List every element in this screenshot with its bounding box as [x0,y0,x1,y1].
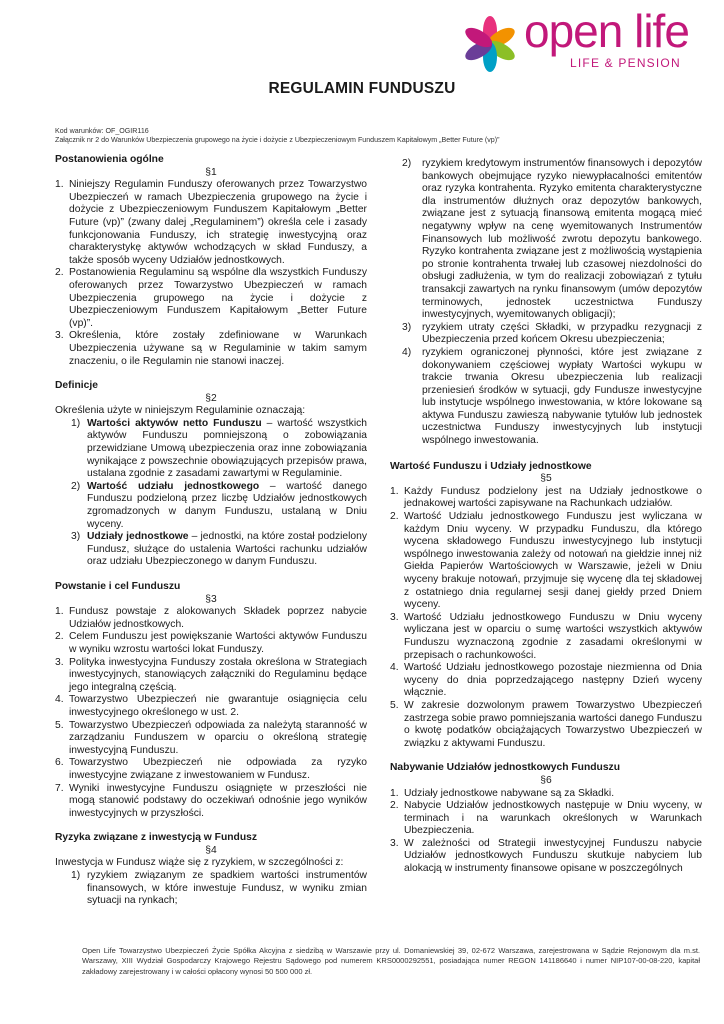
list-item-text: ryzykiem kredytowym instrumentów finansowych i depozytów bankowych obejmujące ryzyko niewypłacalności emitentów oraz ryzyka kontrahenta. Ryzyko emitenta charakterystyczne dla instrumentów dłużnych oraz depozytów bankowych, związane jest z sytuacją finansową emitenta mogącą mieć negatywny wpływ na cenę wyemitowanych Instrumentów Finansowych lub możliwość zwrotu depozytu bankowego. Ryzyko kontrahenta związane jest z możliwością wystąpienia po stronie kontrahenta trwałej lub czasowej niezdolności do obsługi zadłużenia, w tym do realizacji zobowiązań z tytułu transakcji zawartych na rynku finansowym (umów depozytów terminowych, jednostek uczestnictwa Funduszy inwestycyjnych, wyemitowanych obligacji); [422,158,702,321]
list-item [55,694,367,719]
paragraph-sign: §2 [205,392,217,404]
list-item-number: 1. [390,787,399,799]
list-item [390,700,702,750]
list-item-text: Określenia, które zostały zdefiniowane w Warunkach Ubezpieczenia używane są w Regulaminie w takim samym znaczeniu, o ile Regulamin nie stanowi inaczej. [69,330,367,367]
list-item [55,179,367,267]
list-item-number: 3) [402,321,412,333]
list-item-number: 7. [55,782,64,794]
list-item [390,662,702,700]
section-heading: Ryzyka związane z inwestycją w Fundusz [55,832,257,844]
list-item-text: Niniejszy Regulamin Funduszy oferowanych przez Towarzystwo Ubezpieczeń w ramach Ubezpieczenia grupowego na życie i dożycie z Ubezpieczeniowym Funduszem Kapitałowym „Better Future (vp)” (zwany dalej „Regulaminem”) określa cele i zasady funkcjonowania Funduszy, ich strategię inwestycyjną oraz charakterystykę aktywów wchodzących w skład Funduszy, a także sposób wyceny Udziałów jednostkowych. [69,179,367,266]
list-item-number: 1. [55,606,64,618]
list-item-number: 4) [402,346,412,358]
list [55,179,367,368]
list-item [390,158,702,322]
code-line-2: Załącznik nr 2 do Warunków Ubezpieczenia grupowego na życie i dożycie z Ubezpieczeniowym Funduszem Kapitałowym „Better Future (vp)” [55,136,500,144]
logo-tagline: LIFE & PENSION [570,56,681,70]
list-item-text: Celem Funduszu jest powiększanie Wartości aktywów Funduszu w wyniku wzrostu wartości lokat Funduszy. [69,631,367,655]
list-item-text: W zakresie dozwolonym prawem Towarzystwo Ubezpieczeń zastrzega sobie prawo pomniejszania wartości danego Funduszu o kwotę podatków obciążających Towarzystwo Ubezpieczeń w związku z aktywami Funduszu. [404,699,702,749]
list [55,606,367,820]
list-item-text: Fundusz powstaje z alokowanych Składek poprzez nabycie Udziałów jednostkowych. [69,606,367,630]
list-item-number: 3. [55,656,64,668]
list-item-text: Udziały jednostkowe nabywane są za Składki. [404,787,615,799]
list [390,788,702,876]
list-item-number: 2) [402,158,412,169]
list-item-number: 1) [71,870,81,882]
list-item-number: 2. [390,800,399,812]
list-item [390,322,702,347]
paragraph-sign: §4 [205,844,217,856]
list-item-number: 3) [71,531,81,543]
intro-text: Inwestycja w Fundusz wiąże się z ryzykiem, w szczególności z: [55,857,344,869]
right-column [390,158,702,876]
footer-legal-text: Open Life Towarzystwo Ubezpieczeń Życie Spółka Akcyjna z siedzibą w Warszawie przy ul. Domaniewskiej 39, 02-672 Warszawa, zarejestrowana w Sądzie Rejonowym dla m.st. Warszawy, XIII Wydział Gospodarczy Krajowego Rejestru Sądowego pod numerem KRS0000292551, posiadająca numer REGON 141186640 i numer NIP107-00-08-220, kapitał zakładowy zarejestrowany i w całości opłacony wynosi 50 500 000 zł. [82,946,700,976]
list-item [55,657,367,695]
list-item [55,531,367,569]
list-item [390,511,702,612]
list-item-text: Towarzystwo Ubezpieczeń odpowiada za należytą staranność w zarządzaniu Funduszem w oparciu o określoną strategię inwestycyjną Funduszu. [69,719,367,756]
list-item-number: 3. [390,837,399,849]
list-item [55,720,367,758]
list-item-text: Wartość Udziału jednostkowego Funduszu jest wyliczana w każdym Dniu wyceny. W przypadku Funduszu, dla którego wycena składowego Funduszu inwestycyjnego lub instytucji wspólnego inwestowania zależy od notowań na giełdzie innej niż Giełda Papierów Wartościowych w Warszawie, jeżeli w Dniu wyceny brakuje notowań, przyjmuje się wycenę dla tej składowej z ostatniego dnia regularnej sesji danej giełdy przed Dniem wyceny. [404,511,702,611]
list-item-text: ryzykiem ograniczonej płynności, które jest związane z dokonywaniem częściowej wypłaty Wartości wykupu w trakcie trwania Okresu ubezpieczenia lub realizacji przeniesień środków w sytuacji, gdy Fundusze inwestycyjne lub instytucje wspólnego inwestowania, w które lokowane są aktywa Funduszu zawieszą nabywanie tytułów lub jednostek uczestnictwa Funduszy inwestycyjnych lub instytucji wspólnego inwestowania. [422,346,702,447]
list-item-text: W zależności od Strategii inwestycyjnej Funduszu nabycie Udziałów jednostkowych Funduszu skutkuje nabyciem lub alokacją w instrumenty finansowe opisane w poszczególnych [404,837,702,875]
paragraph-sign: §1 [205,166,217,178]
list-item [390,486,702,511]
list-item-text: Polityka inwestycyjna Funduszy została określona w Strategiach inwestycyjnych, stanowiących załączniki do Regulaminu będące jego integralną częścią. [69,656,367,693]
list-item-number: 1) [71,417,81,429]
list-item-number: 2. [55,631,64,643]
list-item [390,612,702,662]
list [55,870,367,908]
section-heading: Nabywanie Udziałów jednostkowych Funduszu [390,762,620,774]
section-heading: Definicje [55,380,98,392]
list-item [55,267,367,330]
list-item-text: – wartość wszystkich aktywów Funduszu pomniejszoną o zobowiązania przewidziane Umową ubezpieczenia oraz inne zobowiązania wynikające z powszechnie obowiązujących przepisów prawa, ustalana zgodnie z zasadami zawartymi w Regulaminie. [87,417,367,480]
list-item-text: ryzykiem związanym ze spadkiem wartości instrumentów finansowych, w które inwestuje Fundusz, w wyniku zmian sytuacji na rynkach; [87,870,367,907]
list-item-text: Wyniki inwestycyjne Funduszu osiągnięte w przeszłości nie mogą stanowić podstawy do oczekiwań odnośnie jego wyników inwestycyjnych w przyszłości. [69,782,367,819]
left-column [55,154,367,908]
list [55,418,367,569]
list-item [390,838,702,876]
list-item [55,631,367,656]
open-life-logo [458,5,718,72]
list-item [55,606,367,631]
list-item [55,783,367,821]
list-item [55,757,367,782]
document-code [55,127,499,145]
paragraph-sign: §3 [205,593,217,605]
list-item-number: 5. [390,699,399,711]
page-title: REGULAMIN FUNDUSZU [268,80,456,97]
term-name: Udziały jednostkowe [87,531,189,543]
paragraph-sign: §6 [540,774,552,786]
term-name: Wartości aktywów netto Funduszu [87,417,262,429]
flower-icon [458,14,522,74]
list-item [55,870,367,908]
list-item [55,481,367,531]
list-item-number: 3. [390,611,399,623]
list-item-number: 2. [55,267,64,279]
intro-text: Określenia użyte w niniejszym Regulaminie oznaczają: [55,405,306,417]
list-item-text: Towarzystwo Ubezpieczeń nie gwarantuje osiągnięcia celu inwestycyjnego określonego w ust. 2. [69,694,367,718]
list-item-text: – wartość danego Funduszu podzieloną przez liczbę Udziałów jednostkowych zgromadzonych w danym Funduszu, ustalaną w Dniu wyceny. [87,480,367,530]
code-line-1: Kod warunków: OF_OGIR116 [55,127,149,135]
list-item-number: 1. [55,179,64,191]
list [390,158,702,448]
term-name: Wartość udziału jednostkowego [87,480,260,492]
list-item [390,800,702,838]
list-item [55,418,367,481]
list-item-text: – jednostki, na które został podzielony Fundusz, służące do ustalenia Wartości rachunku udziałów oraz udziału Ubezpieczonego w danym Funduszu. [87,531,367,568]
list-item [55,330,367,368]
list-item [390,347,702,448]
logo-brand: open life [524,5,689,57]
section-heading: Wartość Funduszu i Udziały jednostkowe [390,460,592,472]
list [390,486,702,750]
list-item-number: 4. [55,694,64,706]
list-item-text: Wartość Udziału jednostkowego Funduszu w Dniu wyceny wyliczana jest w oparciu o sumę wartości wszystkich aktywów Funduszu wyznaczoną zgodnie z zasadami określonymi w przepisach o rachunkowości. [404,611,702,661]
list-item-number: 4. [390,662,399,674]
list-item-number: 2) [71,480,81,492]
list-item-number: 3. [55,330,64,342]
list-item-text: Postanowienia Regulaminu są wspólne dla wszystkich Funduszy oferowanych przez Towarzystwo Ubezpieczeń w ramach Ubezpieczenia grupowego na życie i dożycie z Ubezpieczeniowym Funduszem Kapitałowym „Better Future (vp)”. [69,267,367,329]
paragraph-sign: §5 [540,473,552,485]
section-heading: Powstanie i cel Funduszu [55,581,181,592]
list-item-text: Nabycie Udziałów jednostkowych następuje w Dniu wyceny, w terminach i na warunkach określonych w Warunkach Ubezpieczenia. [404,800,702,837]
list-item-number: 2. [390,511,399,523]
list-item-number: 6. [55,757,64,769]
list-item-number: 5. [55,719,64,731]
list-item-text: Wartość Udziału jednostkowego pozostaje niezmienna od Dnia wyceny do dnia poprzedzającego następny Dzień wyceny włącznie. [404,662,702,699]
list-item-number: 1. [390,485,399,497]
list-item-text: Każdy Fundusz podzielony jest na Udziały jednostkowe o jednakowej wartości zapisywane na Rachunkach udziałów. [404,485,702,510]
list-item-text: Towarzystwo Ubezpieczeń nie odpowiada za ryzyko inwestycyjne związane z inwestowaniem w Fundusz. [69,757,367,781]
list-item-text: ryzykiem utraty części Składki, w przypadku rezygnacji z Ubezpieczenia przed końcem Okresu ubezpieczenia; [422,321,702,346]
section-heading: Postanowienia ogólne [55,154,164,165]
list-item [390,788,702,801]
